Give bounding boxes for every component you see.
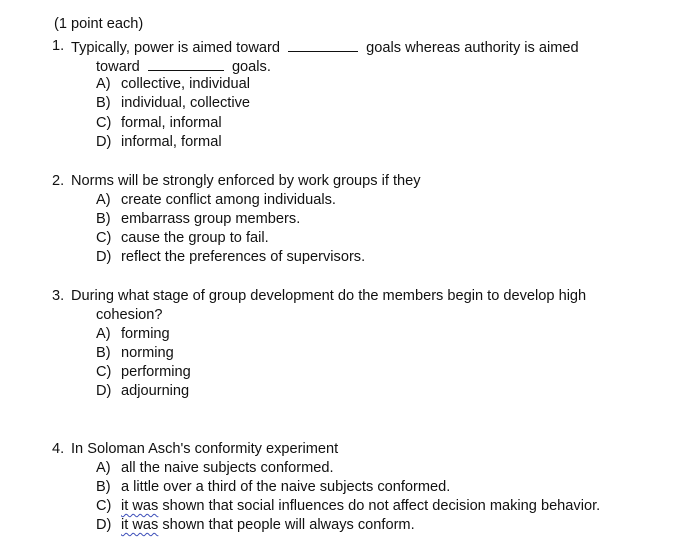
option-letter: A) bbox=[96, 326, 111, 342]
question-1-text-part2: goals whereas authority is aimed bbox=[366, 40, 579, 56]
question-number: 4. bbox=[52, 441, 65, 457]
points-header: (1 point each) bbox=[54, 16, 144, 32]
question-3-text-line-2: cohesion? bbox=[96, 307, 163, 323]
question-1-text-part1: Typically, power is aimed toward bbox=[71, 40, 280, 56]
option-text: individual, collective bbox=[121, 95, 250, 111]
question-1-line-2 bbox=[96, 56, 271, 77]
option-letter: B) bbox=[96, 345, 111, 361]
option-text: shown that social influences do not affect decision making behavior. bbox=[158, 498, 601, 514]
question-number: 3. bbox=[52, 288, 65, 304]
option-c[interactable] bbox=[96, 114, 222, 133]
option-text: create conflict among individuals. bbox=[121, 192, 336, 208]
option-text: reflect the preferences of supervisors. bbox=[121, 249, 366, 265]
option-letter: B) bbox=[96, 211, 111, 227]
option-letter: B) bbox=[96, 95, 111, 111]
spellcheck-marked-text: it was bbox=[121, 498, 159, 514]
option-b[interactable] bbox=[96, 344, 174, 363]
option-c[interactable] bbox=[96, 497, 600, 516]
question-4-text: In Soloman Asch's conformity experiment bbox=[71, 441, 339, 457]
option-text: forming bbox=[121, 326, 170, 342]
option-b[interactable] bbox=[96, 210, 300, 229]
option-a[interactable] bbox=[96, 459, 334, 478]
option-text: informal, formal bbox=[121, 134, 222, 150]
option-text: performing bbox=[121, 364, 191, 380]
question-1-text-part4: goals. bbox=[231, 59, 271, 75]
option-text: formal, informal bbox=[121, 115, 222, 131]
option-letter: D) bbox=[96, 517, 112, 533]
option-d[interactable] bbox=[96, 133, 222, 152]
spellcheck-marked-text: it was bbox=[121, 517, 159, 533]
option-a[interactable] bbox=[96, 191, 336, 210]
option-a[interactable] bbox=[96, 325, 170, 344]
question-1-text-part3: toward bbox=[96, 59, 140, 75]
option-text: cause the group to fail. bbox=[121, 230, 269, 246]
option-letter: A) bbox=[96, 76, 111, 92]
answer-blank bbox=[148, 56, 224, 71]
option-text: norming bbox=[121, 345, 174, 361]
question-3-text-line-1: During what stage of group development do the members begin to develop high bbox=[71, 288, 587, 304]
option-text: embarrass group members. bbox=[121, 211, 301, 227]
option-letter: B) bbox=[96, 479, 111, 495]
option-letter: C) bbox=[96, 498, 112, 514]
question-number: 1. bbox=[52, 38, 65, 54]
option-a[interactable] bbox=[96, 75, 250, 94]
question-2-text: Norms will be strongly enforced by work groups if they bbox=[71, 173, 421, 189]
option-letter: D) bbox=[96, 134, 112, 150]
option-text: all the naive subjects conformed. bbox=[121, 460, 334, 476]
option-letter: D) bbox=[96, 383, 112, 399]
option-c[interactable] bbox=[96, 363, 191, 382]
option-b[interactable] bbox=[96, 94, 250, 113]
option-d[interactable] bbox=[96, 248, 365, 267]
option-letter: A) bbox=[96, 460, 111, 476]
option-b[interactable] bbox=[96, 478, 450, 497]
option-text: shown that people will always conform. bbox=[158, 517, 415, 533]
option-letter: C) bbox=[96, 230, 112, 246]
option-letter: A) bbox=[96, 192, 111, 208]
option-d[interactable] bbox=[96, 382, 189, 401]
option-letter: C) bbox=[96, 364, 112, 380]
question-1-line-1 bbox=[71, 37, 579, 58]
option-text: a little over a third of the naive subjects conformed. bbox=[121, 479, 451, 495]
option-text: collective, individual bbox=[121, 76, 250, 92]
option-text: adjourning bbox=[121, 383, 190, 399]
option-d[interactable] bbox=[96, 516, 415, 535]
answer-blank bbox=[288, 37, 358, 52]
option-c[interactable] bbox=[96, 229, 269, 248]
option-letter: D) bbox=[96, 249, 112, 265]
option-letter: C) bbox=[96, 115, 112, 131]
question-number: 2. bbox=[52, 173, 65, 189]
